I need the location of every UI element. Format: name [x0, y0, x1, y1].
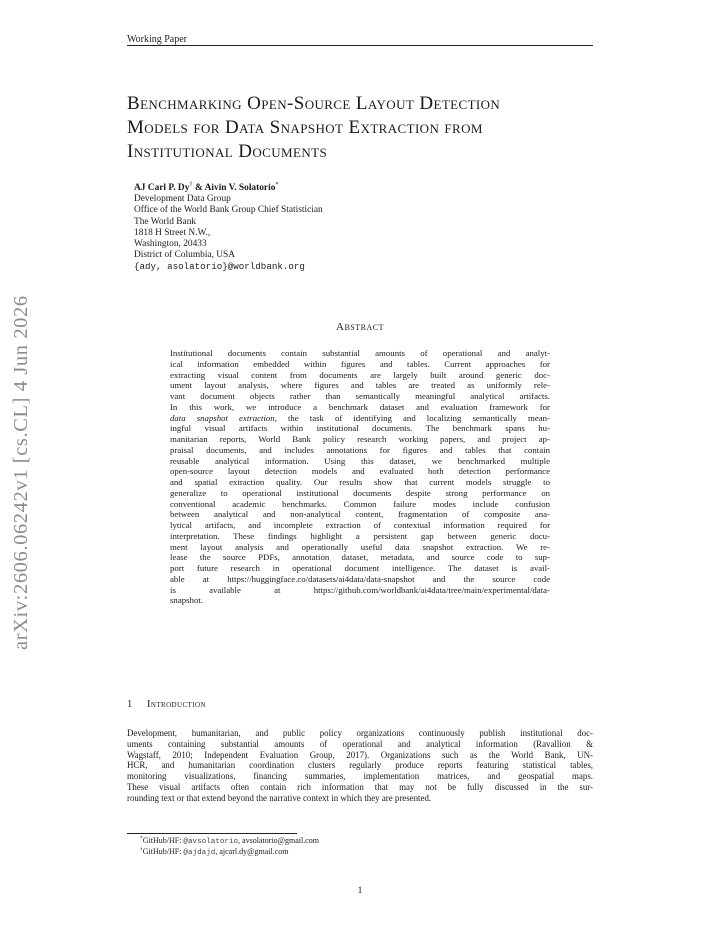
abstract-line: vant document objects rather than semantically meaningful analytical artifacts.: [170, 391, 550, 401]
affiliation-line: Washington, 20433: [134, 239, 207, 250]
footnote: [140, 836, 319, 847]
title-line: Institutional Documents: [127, 141, 328, 162]
paper-title: [127, 92, 597, 164]
title-line: Models for Data Snapshot Extraction from: [127, 117, 483, 138]
affiliation-line: Development Data Group: [134, 194, 231, 205]
author-name: AJ Carl P. Dy: [134, 183, 190, 193]
abstract-line: manitarian reports, World Bank policy research working papers, and project ap-: [170, 434, 550, 444]
abstract-line: lytical artifacts, and incomplete extraction of contextual information required for: [170, 520, 550, 530]
abstract-line: extracting visual content from documents are largely built around generic doc-: [170, 369, 550, 380]
abstract-line: ingful visual artifacts within institutional documents. The benchmark spans hu-: [170, 423, 550, 434]
body-line: rounding text or that extend beyond the narrative context in which they are presented.: [127, 792, 432, 803]
abstract-line: reusable analytical information. Using this dataset, we benchmarked multiple: [170, 455, 550, 466]
author-footnote-mark: †: [189, 180, 193, 188]
author-footnote-mark: *: [275, 180, 279, 188]
title-line: Benchmarking Open-Source Layout Detection: [127, 93, 501, 114]
abstract-line: port future research in operational document intelligence. The dataset is avail-: [170, 563, 550, 573]
body-line: These visual artifacts often contain rich information that may not be fully discussed in the sur-: [127, 781, 593, 792]
affiliation-line: 1818 H Street N.W.,: [134, 227, 211, 238]
author-name: Aivin V. Solatorio: [204, 183, 276, 193]
page-number: 1: [357, 886, 363, 896]
abstract-line: praisal documents, and includes annotations for figures and tables that contain: [170, 444, 550, 455]
abstract-line: ument layout analysis, where figures and tables are treated as uniformly rele-: [170, 380, 550, 391]
abstract-line: able at https://huggingface.co/datasets/ai4data/data-snapshot and the source code: [170, 573, 550, 584]
arxiv-identifier: arXiv:2606.06242v1 [cs.CL] 4 Jun 2026: [10, 295, 32, 650]
footnote-rule: [127, 833, 297, 834]
abstract-line: and spatial extraction quality. Our results show that current models struggle to: [170, 477, 550, 487]
abstract-line: interpretation. These findings highlight a persistent gap between generic docu-: [170, 530, 550, 541]
body-line: uments containing substantial amounts of operational and analytical information (Ravallion &: [127, 738, 593, 749]
abstract-line: generalize to operational institutional documents despite strong performance on: [170, 487, 550, 498]
footnote-label: GitHub/HF:: [142, 847, 184, 857]
italic-term: data snapshot extraction: [170, 412, 275, 423]
footnote-label: GitHub/HF:: [142, 836, 184, 845]
header-rule: [127, 45, 593, 46]
footnote-email: , avsolatorio@gmail.com: [238, 836, 320, 845]
abstract-line-rest: , the task of identifying and localizing semantically mean-: [274, 412, 550, 423]
abstract-line: between analytical and non-analytical content, fragmentation of composite ana-: [170, 509, 550, 520]
footnote-mark: †: [140, 846, 143, 853]
affiliation-line: Office of the World Bank Group Chief Statistician: [134, 205, 323, 216]
body-line: Development, humanitarian, and public policy organizations continuously publish institutional doc-: [127, 728, 593, 738]
footnote-handle-link[interactable]: @avsolatorio: [183, 838, 239, 846]
abstract-line: In this work, we introduce a benchmark dataset and evaluation framework for: [170, 401, 550, 412]
body-line: HCR, and humanitarian coordination clusters regularly produce reports featuring statistical tables,: [127, 760, 593, 771]
abstract-line: ment layout analysis and operationally useful data snapshot extraction. We re-: [170, 541, 550, 552]
introduction-body: [127, 728, 593, 803]
abstract-line: ical information embedded within figures and tables. Current approaches for: [170, 358, 550, 369]
body-line: Wagstaff, 2010; Independent Evaluation Group, 2017). Organizations such as the World Bank, UN-: [127, 749, 593, 760]
author-names: [134, 180, 323, 194]
author-block: [134, 180, 323, 273]
running-head: Working Paper: [127, 34, 188, 45]
affiliation-line: The World Bank: [134, 216, 197, 227]
abstract-heading: Abstract: [336, 321, 384, 333]
footnote-handle-link[interactable]: @ajdajd: [183, 849, 216, 858]
body-line: monitoring visualizations, financing summaries, implementation matrices, and geospatial maps.: [127, 771, 593, 781]
abstract-line-italic: [170, 413, 550, 424]
author-joiner: &: [192, 183, 205, 193]
author-email: {ady, asolatorio}@worldbank.org: [134, 261, 305, 273]
affiliation-line: District of Columbia, USA: [134, 250, 236, 261]
footnote: [140, 847, 319, 858]
footnote-mark: *: [140, 835, 143, 842]
abstract-line: lease the source PDFs, annotation dataset, metadata, and source code to sup-: [170, 552, 550, 563]
footnote-email: , ajcarl.dy@gmail.com: [215, 847, 289, 857]
abstract-line: conventional academic benchmarks. Common failure modes include confusion: [170, 498, 550, 509]
abstract-line: Institutional documents contain substantial amounts of operational and analyt-: [170, 348, 550, 358]
abstract-line: is available at https://github.com/worldbank/ai4data/tree/main/experimental/data-: [170, 584, 550, 595]
section-number: 1: [127, 699, 133, 710]
footnotes: [140, 836, 319, 859]
abstract-line: open-source layout detection models and evaluated both detection performance: [170, 466, 550, 477]
abstract-body: [170, 348, 550, 606]
section-title: Introduction: [147, 699, 206, 710]
section-heading: [127, 699, 206, 710]
abstract-line: snapshot.: [170, 595, 203, 606]
